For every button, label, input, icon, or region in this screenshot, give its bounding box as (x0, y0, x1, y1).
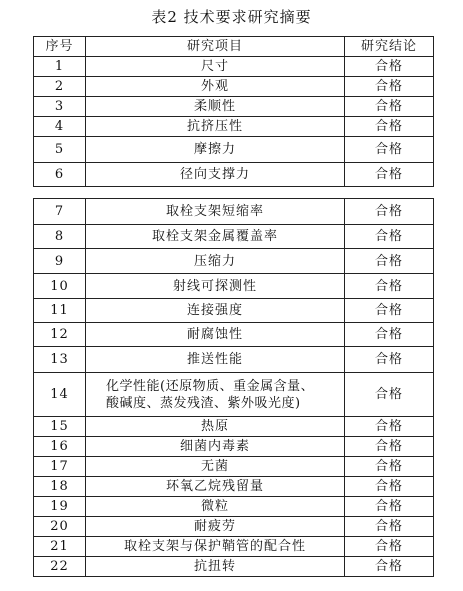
row-result: 合格 (345, 199, 434, 225)
row-item: 取栓支架金属覆盖率 (86, 225, 345, 249)
row-item: 微粒 (86, 497, 345, 517)
table-row (34, 249, 434, 274)
row-item: 外观 (86, 77, 345, 97)
row-no: 9 (34, 249, 86, 274)
row-no: 19 (34, 497, 86, 517)
summary-table-part2 (33, 198, 434, 577)
row-result: 合格 (345, 225, 434, 249)
row-no: 3 (34, 97, 86, 117)
row-item: 无菌 (86, 457, 345, 477)
table-row (34, 225, 434, 249)
table-row (34, 417, 434, 437)
table-row (34, 477, 434, 497)
row-no: 4 (34, 117, 86, 137)
row-item (86, 373, 345, 417)
row-result: 合格 (345, 497, 434, 517)
row-no: 15 (34, 417, 86, 437)
row-no: 14 (34, 373, 86, 417)
row-item: 射线可探测性 (86, 274, 345, 299)
row-result: 合格 (345, 57, 434, 77)
row-item: 尺寸 (86, 57, 345, 77)
row-item: 径向支撑力 (86, 163, 345, 187)
row-result: 合格 (345, 417, 434, 437)
table-row (34, 77, 434, 97)
row-item-line1: 化学性能(还原物质、重金属含量、 (106, 378, 315, 394)
table-row (34, 323, 434, 347)
header-result: 研究结论 (345, 37, 434, 57)
row-result: 合格 (345, 299, 434, 323)
row-no: 12 (34, 323, 86, 347)
table-row (34, 117, 434, 137)
table-row (34, 373, 434, 417)
table-row (34, 57, 434, 77)
row-result: 合格 (345, 373, 434, 417)
row-no: 21 (34, 537, 86, 557)
row-result: 合格 (345, 537, 434, 557)
table-row (34, 497, 434, 517)
row-item: 推送性能 (86, 347, 345, 373)
table-row (34, 557, 434, 577)
table-row (34, 517, 434, 537)
table-row (34, 347, 434, 373)
row-result: 合格 (345, 117, 434, 137)
row-no: 8 (34, 225, 86, 249)
row-item: 细菌内毒素 (86, 437, 345, 457)
row-result: 合格 (345, 77, 434, 97)
row-no: 13 (34, 347, 86, 373)
row-no: 10 (34, 274, 86, 299)
header-no: 序号 (34, 37, 86, 57)
row-item: 压缩力 (86, 249, 345, 274)
row-result: 合格 (345, 274, 434, 299)
table-title: 表2 技术要求研究摘要 (151, 8, 312, 26)
row-result: 合格 (345, 347, 434, 373)
row-no: 18 (34, 477, 86, 497)
header-item: 研究项目 (86, 37, 345, 57)
row-no: 2 (34, 77, 86, 97)
table-row (34, 137, 434, 163)
row-no: 7 (34, 199, 86, 225)
row-item-line2: 酸碱度、蒸发残渣、紫外吸光度) (106, 395, 301, 411)
row-result: 合格 (345, 249, 434, 274)
row-no: 11 (34, 299, 86, 323)
table-row (34, 437, 434, 457)
row-item: 取栓支架短缩率 (86, 199, 345, 225)
row-no: 16 (34, 437, 86, 457)
row-item: 耐疲劳 (86, 517, 345, 537)
header-row (34, 37, 434, 57)
row-result: 合格 (345, 457, 434, 477)
row-item: 摩擦力 (86, 137, 345, 163)
summary-table-part1 (33, 36, 434, 187)
row-result: 合格 (345, 477, 434, 497)
row-item: 抗扭转 (86, 557, 345, 577)
table-row (34, 537, 434, 557)
row-result: 合格 (345, 163, 434, 187)
row-result: 合格 (345, 323, 434, 347)
row-item: 抗挤压性 (86, 117, 345, 137)
row-no: 1 (34, 57, 86, 77)
table-row (34, 274, 434, 299)
row-no: 22 (34, 557, 86, 577)
table-row (34, 163, 434, 187)
row-item: 柔顺性 (86, 97, 345, 117)
row-no: 5 (34, 137, 86, 163)
row-item: 环氧乙烷残留量 (86, 477, 345, 497)
table-row (34, 299, 434, 323)
row-result: 合格 (345, 137, 434, 163)
row-result: 合格 (345, 517, 434, 537)
row-item: 连接强度 (86, 299, 345, 323)
row-result: 合格 (345, 557, 434, 577)
row-item: 耐腐蚀性 (86, 323, 345, 347)
table-row (34, 457, 434, 477)
row-result: 合格 (345, 437, 434, 457)
row-no: 20 (34, 517, 86, 537)
row-result: 合格 (345, 97, 434, 117)
table-row (34, 199, 434, 225)
row-item: 热原 (86, 417, 345, 437)
row-no: 17 (34, 457, 86, 477)
table-row (34, 97, 434, 117)
row-no: 6 (34, 163, 86, 187)
row-item: 取栓支架与保护鞘管的配合性 (86, 537, 345, 557)
